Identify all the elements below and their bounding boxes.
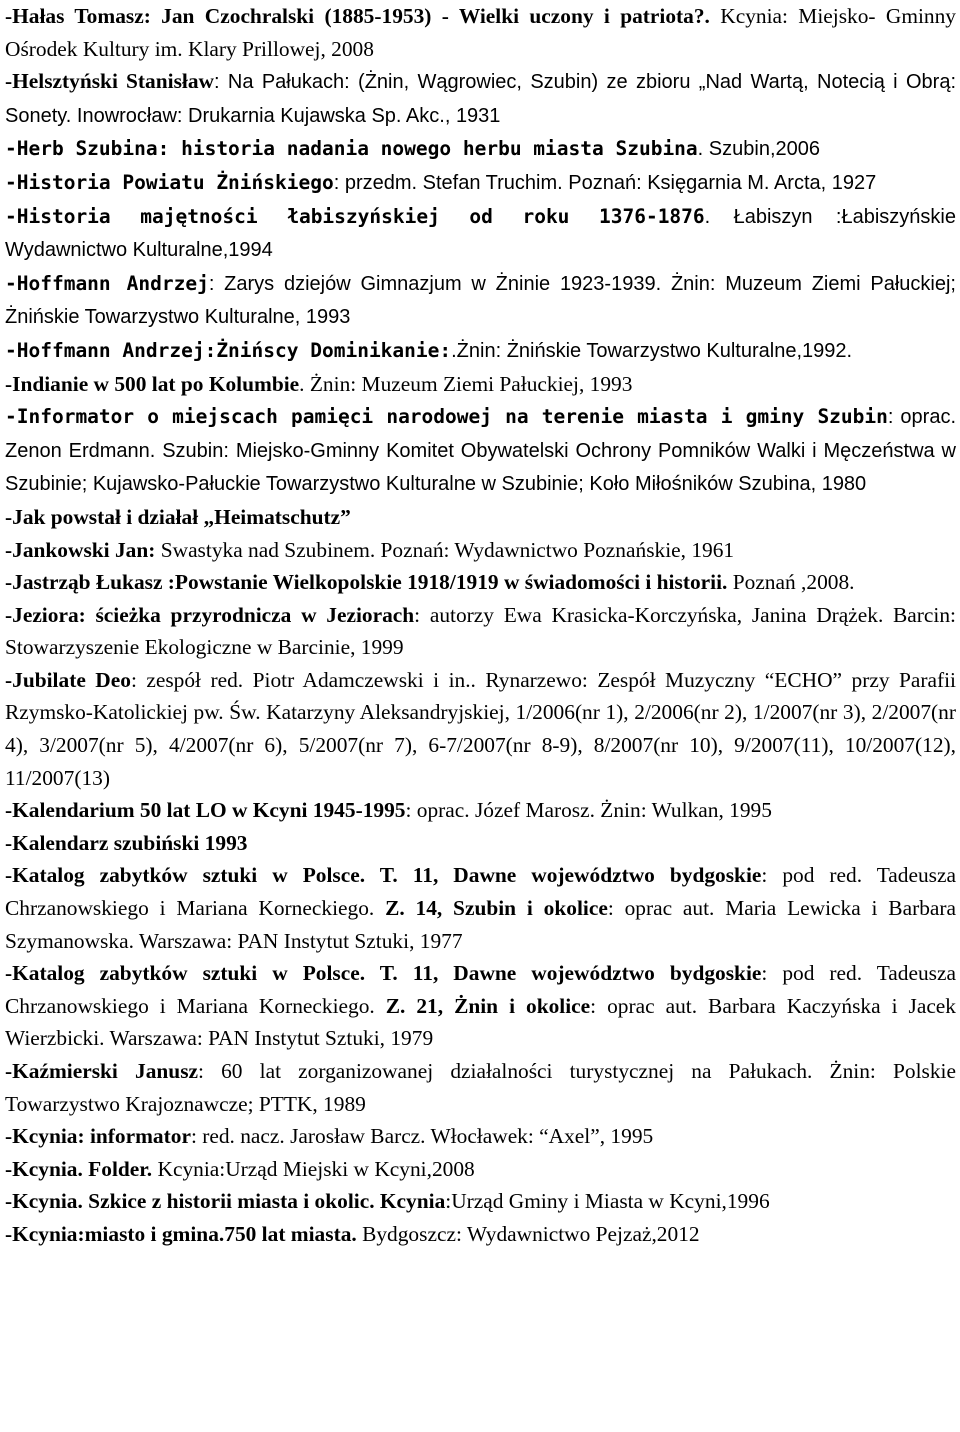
entry-details: : Zarys dziejów Gimnazjum w Żninie 1923-1939. Żnin: Muzeum Ziemi Pałuckiej; Żnińskie Towarzystwo Kulturalne, 1993 xyxy=(5,272,956,329)
entry-title: -Informator o miejscach pamięci narodowej na terenie miasta i gminy Szubin xyxy=(5,405,888,429)
bibliography-entry xyxy=(5,166,956,200)
entry-details: : pod red. Tadeusza Chrzanowskiego i Mariana Korneckiego. xyxy=(5,961,956,1018)
bibliography-entry xyxy=(5,501,956,534)
bibliography-entry xyxy=(5,400,956,501)
entry-details: . Szubin,2006 xyxy=(697,138,820,161)
entry-details: : Na Pałukach: (Żnin, Wągrowiec, Szubin) ze zbioru „Nad Wartą, Notecią i Obrą: Sonety. Inowrocław: Drukarnia Kujawska Sp. Akc., 1931 xyxy=(5,71,956,127)
bibliography-entry xyxy=(5,534,956,567)
entry-title: -Jubilate Deo xyxy=(5,667,131,692)
entry-details: : zespół red. Piotr Adamczewski i in.. Rynarzewo: Zespół Muzyczny “ECHO” przy Parafii Rzymsko-Katolickiej pw. Św. Katarzyny Aleksandryjskiej, 1/2006(nr 1), 2/2006(nr 2), 1/2007(nr 3), 2/2007(nr 4), 3/2007(nr 5), 4/2007(nr 6), 5/2007(nr 7), 6-7/2007(nr 8-9), 8/2007(nr 10), 9/2007(11), 10/2007(12), 11/2007(13) xyxy=(5,667,957,790)
entry-volume-title: Z. 21, Żnin i okolice xyxy=(385,993,591,1018)
entry-title: -Herb Szubina: historia nadania nowego herbu miasta Szubina xyxy=(5,137,698,161)
bibliography-entry xyxy=(5,794,956,827)
bibliography-entry xyxy=(5,132,956,166)
bibliography-entry xyxy=(5,599,956,664)
bibliography-entry xyxy=(5,859,956,957)
entry-details: . Łabiszyn :Łabiszyńskie Wydawnictwo Kulturalne,1994 xyxy=(5,205,956,262)
entry-volume-details: : oprac aut. Barbara Kaczyńska i Jacek Wierzbicki. Warszawa: PAN Instytut Sztuki, 1979 xyxy=(5,993,956,1051)
entry-title: -Historia Powiatu Żnińskiego xyxy=(5,170,334,194)
bibliography-entry xyxy=(5,0,956,65)
bibliography-entry xyxy=(5,334,956,368)
entry-details: .Żnin: Żnińskie Towarzystwo Kulturalne,1992. xyxy=(451,339,853,362)
entry-title: -Helsztyński Stanisław xyxy=(5,69,215,94)
entry-details: : pod red. Tadeusza Chrzanowskiego i Mariana Korneckiego. xyxy=(5,863,956,921)
entry-details: Kcynia: Miejsko- Gminny Ośrodek Kultury im. Klary Prillowej, 2008 xyxy=(5,4,956,61)
entry-details: : autorzy Ewa Krasicka-Korczyńska, Janina Drążek. Barcin: Stowarzyszenie Ekologiczne w Barcinie, 1999 xyxy=(5,602,956,660)
entry-details: Bydgoszcz: Wydawnictwo Pejzaż,2012 xyxy=(356,1221,700,1246)
bibliography-entry xyxy=(5,368,956,401)
bibliography-entry xyxy=(5,566,956,599)
bibliography-entry xyxy=(5,1153,956,1186)
entry-details: Swastyka nad Szubinem. Poznań: Wydawnictwo Poznańskie, 1961 xyxy=(155,537,735,562)
entry-title: -Kcynia: informator xyxy=(5,1124,191,1149)
entry-title: -Historia majętności łabiszyńskiej od roku 1376-1876 xyxy=(5,204,705,228)
entry-title: -Katalog zabytków sztuki w Polsce. T. 11, Dawne województwo bydgoskie xyxy=(5,863,762,888)
entry-details: : 60 lat zorganizowanej działalności turystycznej na Pałukach. Żnin: Polskie Towarzystwo Krajoznawcze; PTTK, 1989 xyxy=(5,1059,956,1116)
bibliography-entry xyxy=(5,664,956,794)
bibliography-entry xyxy=(5,1055,956,1120)
entry-title: -Kcynia. Folder. xyxy=(5,1156,153,1181)
entry-details: Kcynia:Urząd Miejski w Kcyni,2008 xyxy=(152,1156,475,1181)
entry-title: -Hoffmann Andrzej:Żnińscy Dominikanie: xyxy=(5,338,452,362)
entry-title: -Kaźmierski Janusz xyxy=(5,1059,199,1083)
bibliography-entry xyxy=(5,1120,956,1153)
bibliography-entry xyxy=(5,827,956,860)
entry-title: -Jankowski Jan: xyxy=(5,537,156,562)
entry-title: -Indianie w 500 lat po Kolumbie xyxy=(5,371,300,396)
bibliography-entry xyxy=(5,65,956,132)
entry-details: : oprac. Zenon Erdmann. Szubin: Miejsko-Gminny Komitet Obywatelski Ochrony Pomników Walki i Męczeństwa w Szubinie; Kujawsko-Pałuckie Towarzystwo Kulturalne w Szubinie; Koło Miłośników Szubina, 1980 xyxy=(5,406,957,496)
entry-title: -Katalog zabytków sztuki w Polsce. T. 11, Dawne województwo bydgoskie xyxy=(5,961,762,986)
entry-details: : przedm. Stefan Truchim. Poznań: Księgarnia M. Arcta, 1927 xyxy=(333,171,877,194)
entry-volume-title: Z. 14, Szubin i okolice xyxy=(385,896,608,921)
bibliography-entry xyxy=(5,1185,956,1218)
entry-details: . Żnin: Muzeum Ziemi Pałuckiej, 1993 xyxy=(299,371,633,396)
entry-title: -Kcynia. Szkice z historii miasta i okolic. Kcynia xyxy=(5,1189,446,1214)
entry-title: -Hałas Tomasz: Jan Czochralski (1885-1953) - Wielki uczony i patriota?. xyxy=(5,4,710,28)
entry-details: Poznań ,2008. xyxy=(727,570,855,595)
entry-title: -Hoffmann Andrzej xyxy=(5,271,209,295)
entry-details: :Urząd Gminy i Miasta w Kcyni,1996 xyxy=(445,1189,770,1214)
entry-title: -Jak powstał i działał „Heimatschutz” xyxy=(5,504,351,529)
entry-title: -Jeziora: ścieżka przyrodnicza w Jeziorach xyxy=(5,602,415,627)
entry-details: : red. nacz. Jarosław Barcz. Włocławek: “Axel”, 1995 xyxy=(190,1124,654,1149)
entry-volume-details: : oprac aut. Maria Lewicka i Barbara Szymanowska. Warszawa: PAN Instytut Sztuki, 1977 xyxy=(5,896,957,953)
bibliography-entry xyxy=(5,200,956,267)
entry-title: -Kalendarium 50 lat LO w Kcyni 1945-1995 xyxy=(5,798,406,823)
bibliography-entry xyxy=(5,267,956,334)
entry-title: -Jastrząb Łukasz :Powstanie Wielkopolskie 1918/1919 w świadomości i historii. xyxy=(5,570,728,595)
bibliography-entry xyxy=(5,1218,956,1251)
entry-details: : oprac. Józef Marosz. Żnin: Wulkan, 1995 xyxy=(405,798,772,823)
bibliography-entry xyxy=(5,957,956,1055)
entry-title: -Kcynia:miasto i gmina.750 lat miasta. xyxy=(5,1221,357,1246)
entry-title: -Kalendarz szubiński 1993 xyxy=(5,830,248,855)
